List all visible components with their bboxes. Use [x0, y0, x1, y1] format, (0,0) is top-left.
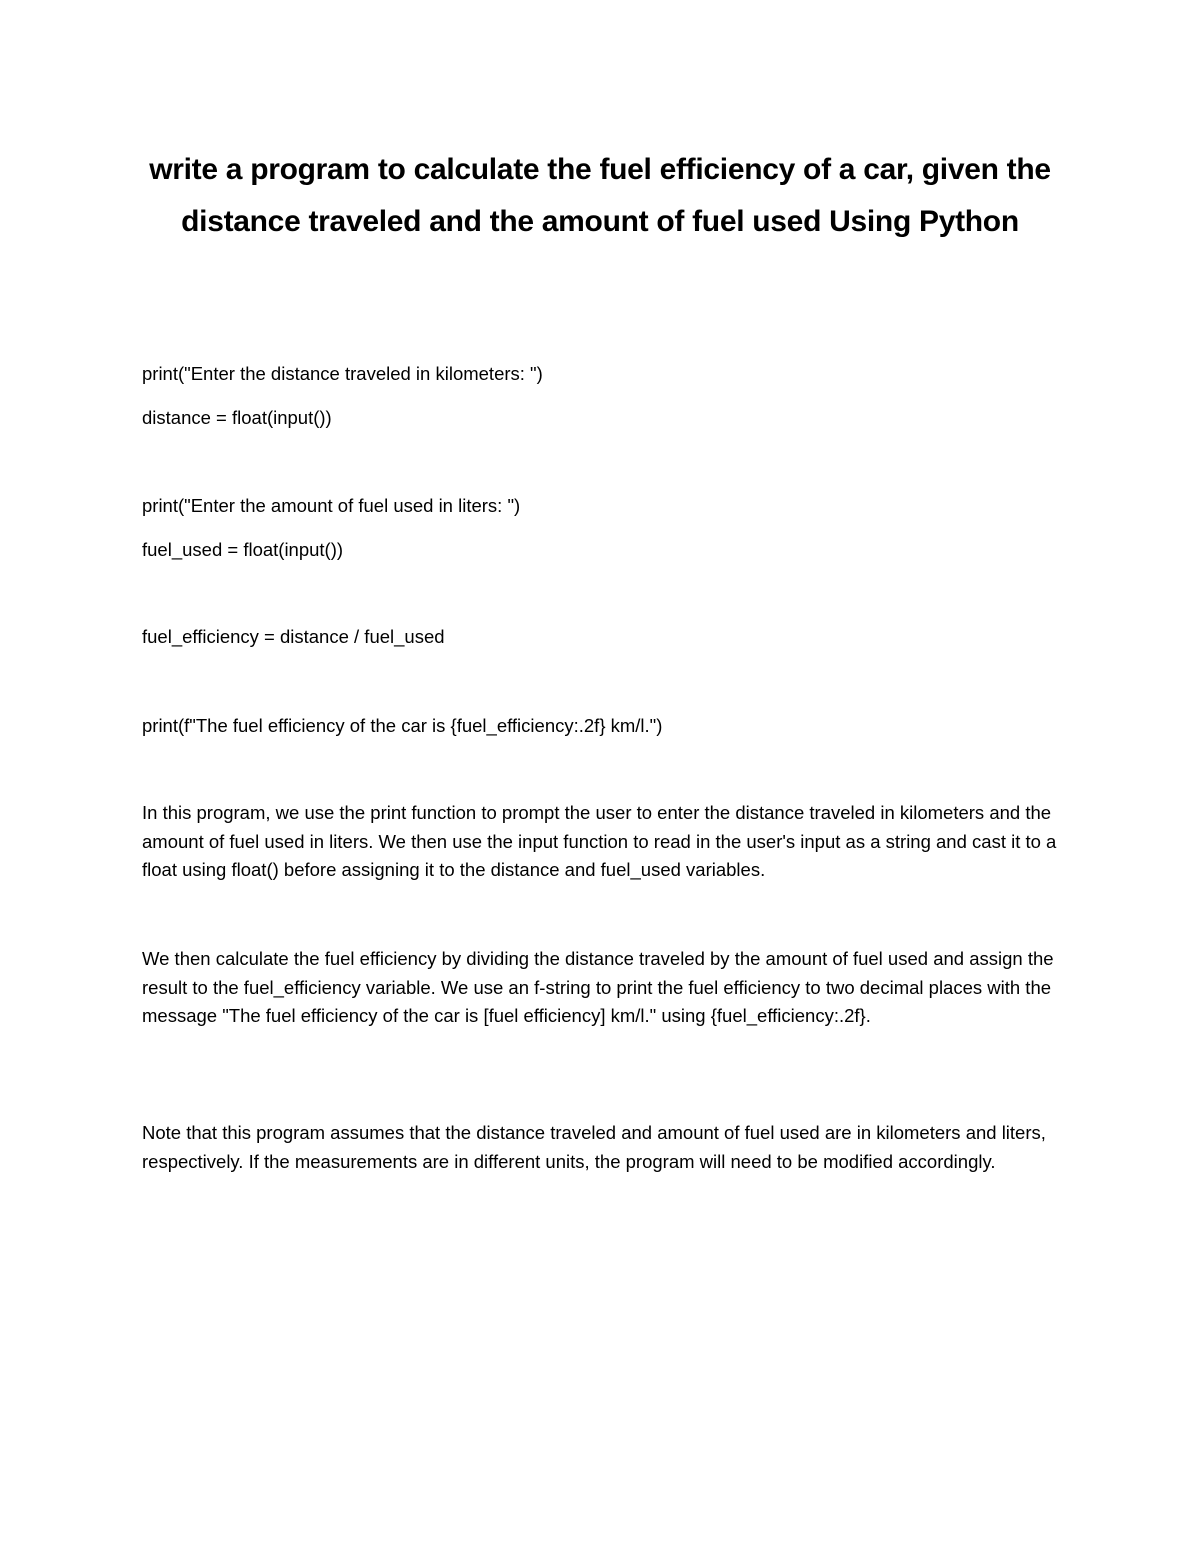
code-line-print-result: print(f"The fuel efficiency of the car is {fuel_efficiency:.2f} km/l.") — [142, 715, 663, 736]
code-line-print-fuel-prompt: print("Enter the amount of fuel used in liters: ") — [142, 495, 521, 516]
paragraph-explanation-calculation: We then calculate the fuel efficiency by dividing the distance traveled by the amount of fuel used and assign the result to the fuel_efficiency variable. We use an f-string to print the fuel efficiency to two decimal places with the message "The fuel efficiency of the car is [fuel efficiency] km/l." using {fuel_efficiency:.2f}. — [142, 948, 1054, 1026]
code-line-fuel-used-input: fuel_used = float(input()) — [142, 539, 344, 560]
code-line-fuel-efficiency-calc: fuel_efficiency = distance / fuel_used — [142, 626, 445, 647]
paragraph-explanation-input: In this program, we use the print function to prompt the user to enter the distance traveled in kilometers and the amount of fuel used in liters. We then use the input function to read in the user's input as a string and cast it to a float using float() before assigning it to the distance and fuel_used variables. — [142, 802, 1057, 880]
paragraph-note: Note that this program assumes that the distance traveled and amount of fuel used are in kilometers and liters, respectively. If the measurements are in different units, the program will need to be modified accordingly. — [142, 1122, 1046, 1172]
code-line-print-distance-prompt: print("Enter the distance traveled in kilometers: ") — [142, 363, 543, 384]
code-line-distance-input: distance = float(input()) — [142, 407, 332, 428]
document-title: write a program to calculate the fuel efficiency of a car, given the distance traveled and the amount of fuel used Using Python — [149, 153, 1051, 238]
